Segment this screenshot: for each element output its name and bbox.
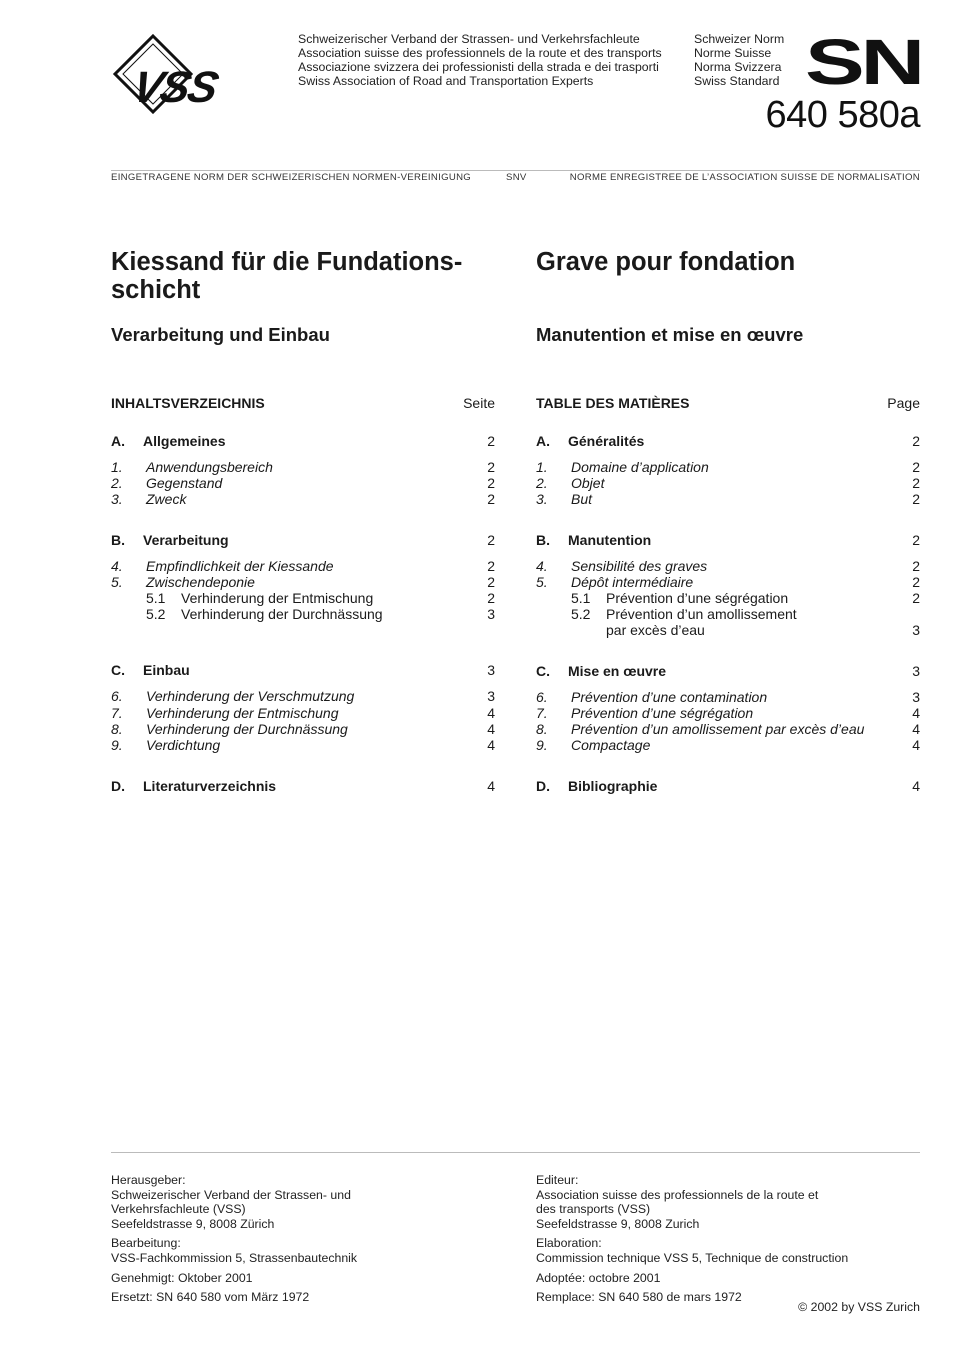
toc-item: 8. Prévention d’un amollissement par excès d’eau 4 (536, 720, 920, 737)
norm-type-labels: Schweizer Norm Norme Suisse Norma Svizzera Swiss Standard (694, 32, 785, 88)
toc-section: D. Literaturverzeichnis 4 (111, 778, 495, 795)
norm-number: 640 580a (765, 94, 920, 136)
de-toc (111, 433, 495, 804)
toc-item: 9. Verdichtung 4 (111, 736, 495, 753)
toc-item: 2. Objet 2 (536, 475, 920, 492)
toc-section: A. Généralités 2 (536, 433, 920, 449)
registration-snv: SNV (506, 172, 527, 183)
toc-section: B. Verarbeitung 2 (111, 531, 495, 548)
toc-subitem-continued: par excès d’eau 3 (606, 622, 920, 639)
toc-section: C. Mise en œuvre 3 (536, 662, 920, 679)
toc-item: 7. Prévention d’une ségrégation 4 (536, 704, 920, 721)
toc-item: 1. Anwendungsbereich 2 (111, 459, 495, 475)
logo-letters: VSS (128, 63, 221, 112)
toc-item: 1. Domaine d’application 2 (536, 459, 920, 475)
toc-subitem: 5.1 Verhinderung der Entmischung 2 (146, 589, 495, 606)
sn-mark (805, 33, 921, 87)
toc-section: D. Bibliographie 4 (536, 778, 920, 795)
toc-item: 4. Empfindlichkeit der Kiessande 2 (111, 557, 495, 574)
de-subtitle: Verarbeitung und Einbau (111, 324, 330, 345)
toc-item: 6. Verhinderung der Verschmutzung 3 (111, 688, 495, 705)
toc-item: 5. Zwischendeponie 2 (111, 573, 495, 590)
de-footer: Herausgeber: Schweizerischer Verband der Strassen- und Verkehrsfachleute (VSS) Seefeldstrasse 9, 8008 Zürich Bearbeitung: VSS-Fachkommission 5, Strassenbautechnik Genehmigt: Oktober 2001 Ersetzt: SN 640 580 vom März 1972 (111, 1173, 358, 1305)
toc-item: 3. But 2 (536, 491, 920, 508)
toc-section: A. Allgemeines 2 (111, 433, 495, 449)
copyright: © 2002 by VSS Zurich (798, 1300, 920, 1314)
toc-item: 4. Sensibilité des graves 2 (536, 557, 920, 574)
toc-item: 2. Gegenstand 2 (111, 475, 495, 492)
toc-section: B. Manutention 2 (536, 531, 920, 548)
toc-item: 8. Verhinderung der Durchnässung 4 (111, 720, 495, 737)
toc-subitem: 5.1 Prévention d’une ségrégation 2 (571, 589, 920, 606)
registration-left: EINGETRAGENE NORM DER SCHWEIZERISCHEN NORMEN-VEREINIGUNG (111, 172, 472, 183)
toc-subitem: 5.2 Verhinderung der Durchnässung 3 (146, 606, 495, 623)
toc-item: 6. Prévention d’une contamination 3 (536, 688, 920, 705)
svg-text:SN: SN (805, 33, 921, 87)
registration-right: NORME ENREGISTREE DE L’ASSOCIATION SUISSE DE NORMALISATION (569, 172, 920, 183)
de-title: Kiessand für die Fundations- schicht (111, 248, 463, 304)
toc-item: 3. Zweck 2 (111, 491, 495, 508)
toc-item: 9. Compactage 4 (536, 737, 920, 754)
toc-subitem: 5.2 Prévention d’un amollissement (571, 606, 797, 623)
footer-divider (111, 1152, 920, 1153)
toc-item: 7. Verhinderung der Entmischung 4 (111, 704, 495, 721)
toc-section: C. Einbau 3 (111, 662, 495, 679)
fr-title: Grave pour fondation (536, 248, 796, 276)
toc-item: 5. Dépôt intermédiaire 2 (536, 573, 920, 590)
fr-subtitle: Manutention et mise en œuvre (536, 324, 804, 345)
vss-logo (111, 34, 289, 114)
fr-toc (536, 433, 920, 804)
fr-footer: Editeur: Association suisse des professionnels de la route et des transports (VSS) Seefeldstrasse 9, 8008 Zurich Elaboration: Commission technique VSS 5, Technique de construction Adoptée: octobre 2001 Remplace: SN 640 580 de mars 1972 (536, 1173, 849, 1305)
header-divider (111, 170, 920, 171)
association-names: Schweizerischer Verband der Strassen- und Verkehrsfachleute Association suisse des professionnels de la route et des transports Associazione svizzera dei professionisti della strada e dei trasporti Swiss Association of Road and Transportation Experts (298, 32, 662, 88)
